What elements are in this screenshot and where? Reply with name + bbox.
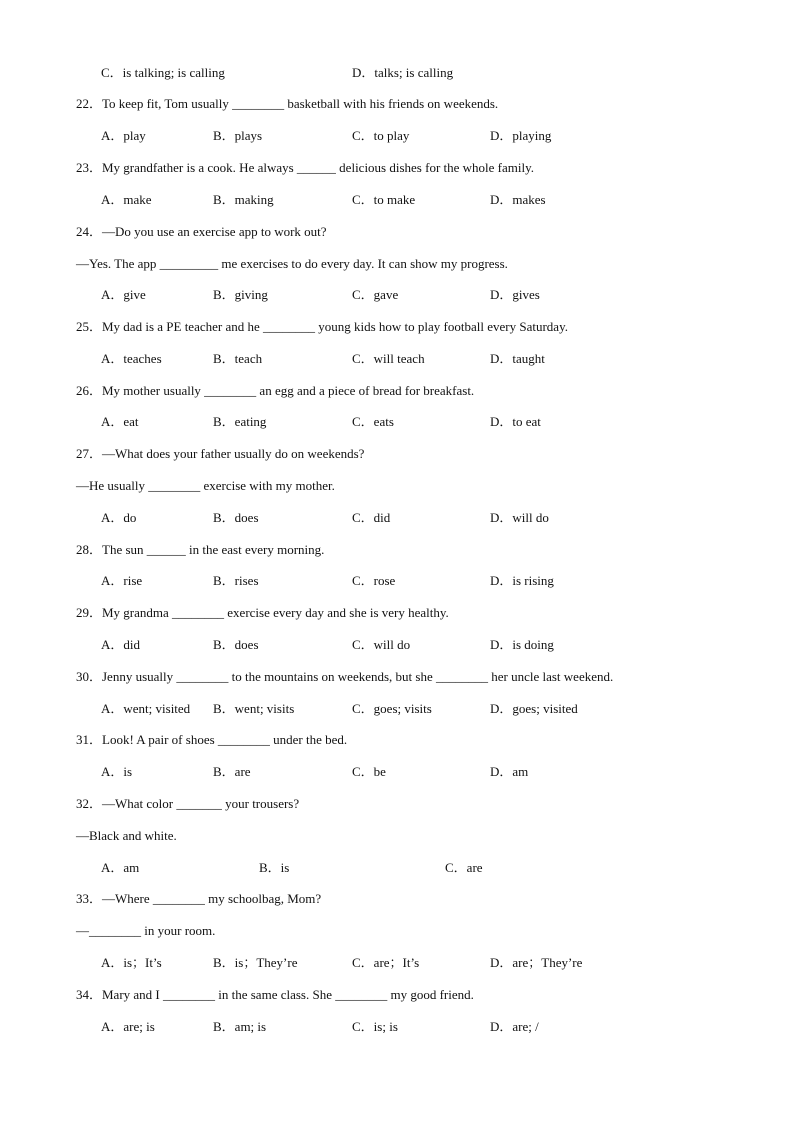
answer-option: C．eats bbox=[352, 414, 394, 429]
question-line: 33．—Where ________ my schoolbag, Mom? bbox=[76, 891, 322, 906]
answer-option: A．teaches bbox=[101, 351, 162, 366]
question-line: 32．—What color _______ your trousers? bbox=[76, 796, 300, 811]
answer-option: B．went; visits bbox=[213, 701, 295, 716]
answer-option: A．am bbox=[101, 860, 140, 875]
answer-option: D．taught bbox=[490, 351, 545, 366]
answer-option: C．be bbox=[352, 764, 386, 779]
answer-option: D．is doing bbox=[490, 637, 554, 652]
answer-option: D．to eat bbox=[490, 414, 541, 429]
answer-option: B．plays bbox=[213, 128, 263, 143]
answer-option: A．is；It’s bbox=[101, 955, 162, 970]
answer-option: A．play bbox=[101, 128, 146, 143]
answer-option: A．eat bbox=[101, 414, 139, 429]
answer-option: D．playing bbox=[490, 128, 552, 143]
answer-option: B．does bbox=[213, 637, 259, 652]
answer-option: D．am bbox=[490, 764, 529, 779]
question-line: 31．Look! A pair of shoes ________ under the bed. bbox=[76, 732, 348, 747]
answer-option: D．talks; is calling bbox=[352, 65, 454, 80]
answer-option: C．rose bbox=[352, 573, 396, 588]
answer-option: C．will teach bbox=[352, 351, 425, 366]
answer-option: B．are bbox=[213, 764, 251, 779]
question-line: 22．To keep fit, Tom usually ________ basketball with his friends on weekends. bbox=[76, 96, 499, 111]
answer-option: C．are；It’s bbox=[352, 955, 420, 970]
answer-option: B．is bbox=[259, 860, 290, 875]
answer-option: D．are; / bbox=[490, 1019, 539, 1034]
answer-option: B．rises bbox=[213, 573, 259, 588]
answer-option: C．gave bbox=[352, 287, 399, 302]
answer-option: A．do bbox=[101, 510, 137, 525]
answer-option: A．is bbox=[101, 764, 133, 779]
answer-option: B．is；They’re bbox=[213, 955, 298, 970]
answer-option: B．eating bbox=[213, 414, 267, 429]
question-line: 24．—Do you use an exercise app to work out? bbox=[76, 224, 327, 239]
answer-option: D．makes bbox=[490, 192, 546, 207]
question-line: —Black and white. bbox=[76, 828, 177, 843]
answer-option: C．is talking; is calling bbox=[101, 65, 225, 80]
answer-option: C．is; is bbox=[352, 1019, 398, 1034]
answer-option: A．went; visited bbox=[101, 701, 191, 716]
answer-option: D．will do bbox=[490, 510, 549, 525]
answer-option: B．does bbox=[213, 510, 259, 525]
answer-option: C．are bbox=[445, 860, 483, 875]
question-line: 29．My grandma ________ exercise every day and she is very healthy. bbox=[76, 605, 449, 620]
answer-option: C．will do bbox=[352, 637, 411, 652]
answer-option: C．to play bbox=[352, 128, 410, 143]
question-line: 25．My dad is a PE teacher and he ________ young kids how to play football every Saturday. bbox=[76, 319, 568, 334]
answer-option: D．gives bbox=[490, 287, 540, 302]
answer-option: C．goes; visits bbox=[352, 701, 432, 716]
answer-option: B．giving bbox=[213, 287, 268, 302]
answer-option: B．teach bbox=[213, 351, 263, 366]
question-line: —Yes. The app _________ me exercises to do every day. It can show my progress. bbox=[76, 256, 508, 271]
answer-option: C．did bbox=[352, 510, 391, 525]
question-line: —________ in your room. bbox=[76, 923, 216, 938]
answer-option: A．did bbox=[101, 637, 141, 652]
question-line: 30．Jenny usually ________ to the mountains on weekends, but she ________ her uncle last weekend. bbox=[76, 669, 614, 684]
answer-option: D．is rising bbox=[490, 573, 554, 588]
question-line: 28．The sun ______ in the east every morning. bbox=[76, 542, 325, 557]
answer-option: B．am; is bbox=[213, 1019, 267, 1034]
answer-option: D．goes; visited bbox=[490, 701, 578, 716]
answer-option: A．make bbox=[101, 192, 152, 207]
answer-option: A．are; is bbox=[101, 1019, 155, 1034]
answer-option: C．to make bbox=[352, 192, 416, 207]
answer-option: A．rise bbox=[101, 573, 143, 588]
question-line: 34．Mary and I ________ in the same class. She ________ my good friend. bbox=[76, 987, 474, 1002]
question-line: 27．—What does your father usually do on weekends? bbox=[76, 446, 365, 461]
answer-option: D．are；They’re bbox=[490, 955, 583, 970]
answer-option: B．making bbox=[213, 192, 274, 207]
question-line: 26．My mother usually ________ an egg and a piece of bread for breakfast. bbox=[76, 383, 475, 398]
question-line: —He usually ________ exercise with my mother. bbox=[76, 478, 335, 493]
answer-option: A．give bbox=[101, 287, 146, 302]
question-line: 23．My grandfather is a cook. He always ______ delicious dishes for the whole family. bbox=[76, 160, 535, 175]
